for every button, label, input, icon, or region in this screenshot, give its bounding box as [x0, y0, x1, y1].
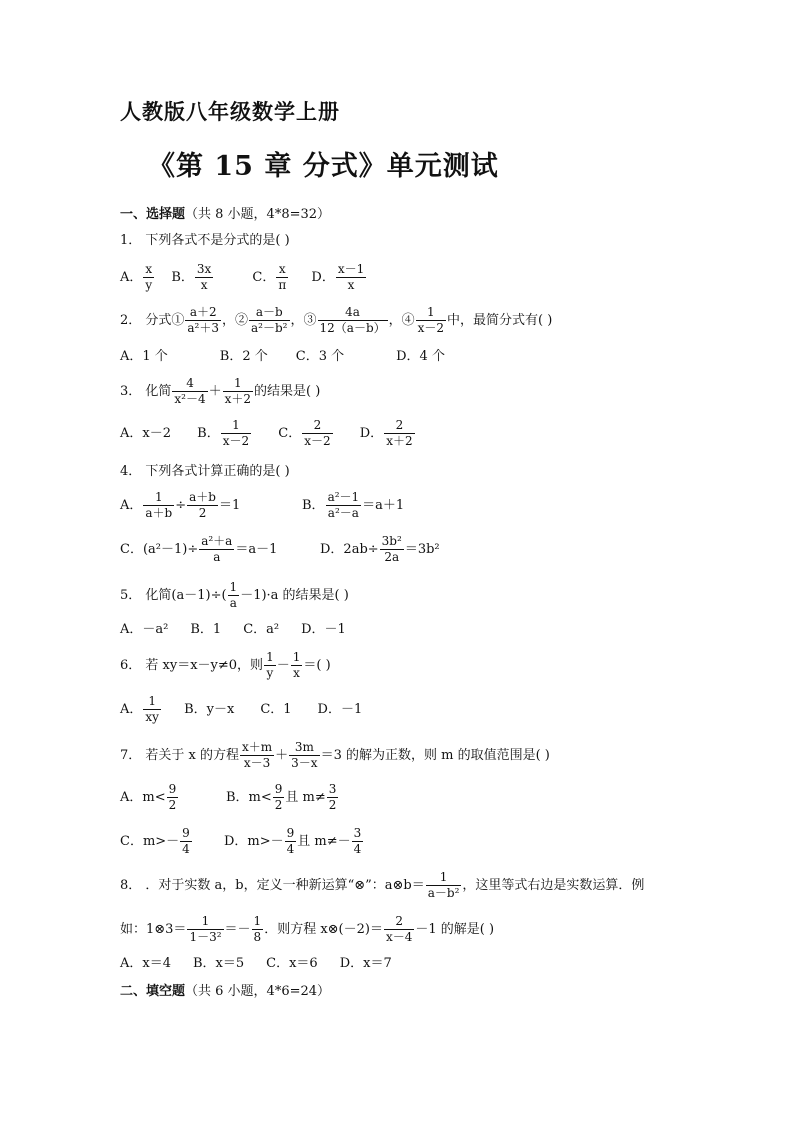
doc-subtitle: 人教版八年级数学上册 [120, 99, 340, 124]
q8-stem-line-1: 8． ．对于实数 a，b，定义一种新运算“⊗”：a⊗b＝ $\frac{1}{\text{a－b²}}$ ，这里等式右边是实数运算．例 [120, 870, 645, 900]
q5-options: A．－a² B．1 C．a² D．－1 [120, 622, 346, 637]
q8-stem-line-2: 如：1⊗3＝ $\frac{1}{\text{1－3²}}$ ＝－ $\frac{1}{8}$ ．则方程 x⊗(－2)＝ $\frac{2}{x-4}$ －1 的解是( ) [120, 914, 495, 944]
q4-option-d: D．2ab÷ $\frac{\text{3b²}}{2a}$ ＝3b² [320, 534, 440, 564]
q2-options: A．1 个 B．2 个 C．3 个 D．4 个 [120, 349, 445, 364]
q7-option-c: C．m>－ $\frac{9}{4}$ [120, 826, 190, 856]
q2-stem: 2． 分式① $\frac{a+2}{\text{a²＋3}}$ ，② $\frac{a-b}{\text{a²－b²}}$ ，③ $\frac{4a}{12(a-b)}$ ，④ $\frac{1}{x-2}$ 中，最简分式有( ) [120, 305, 553, 335]
q7-option-b: B．m< $\frac{9}{2}$ 且 m≠ $\frac{3}{2}$ [226, 782, 337, 812]
q4-stem: 4． 下列各式计算正确的是( ) [120, 464, 290, 479]
q6-options: A． $\frac{1}{xy}$ B．y－x C．1 D．－1 [120, 694, 363, 724]
q6-stem: 6． 若 xy＝x－y≠0，则 $\frac{1}{y}$ － $\frac{1}{x}$ ＝( ) [120, 650, 331, 680]
section-1-heading: 一、选择题（共 8 小题，4*8=32） [120, 207, 331, 222]
q7-option-a: A．m< $\frac{9}{2}$ [120, 782, 177, 812]
section-2-heading: 二、填空题（共 6 小题，4*6=24） [120, 984, 331, 999]
q7-option-d: D．m>－ $\frac{9}{4}$ 且 m≠－ $\frac{3}{4}$ [224, 826, 362, 856]
q5-stem: 5． 化简(a－1)÷( $\frac{1}{a}$ －1)·a 的结果是( ) [120, 580, 349, 610]
q1-stem: 1． 下列各式不是分式的是( ) [120, 233, 290, 248]
q3-stem: 3． 化简 $\frac{4}{\text{x²－4}}$ ＋ $\frac{1}{x+2}$ 的结果是( ) [120, 376, 321, 406]
doc-title: 《第 15 章 分式》单元测试 [148, 151, 499, 182]
q4-option-c: C．(a²－1)÷ $\frac{\text{a²＋a}}{a}$ ＝a－1 [120, 534, 278, 564]
q4-option-b: B． $\frac{\text{a²－1}}{\text{a²－a}}$ ＝a＋1 [302, 490, 405, 520]
q3-options: A．x－2 B． $\frac{1}{x-2}$ C． $\frac{2}{x-2}$ D． $\frac{2}{x+2}$ [120, 418, 413, 448]
q7-stem: 7． 若关于 x 的方程 $\frac{x+m}{x-3}$ ＋ $\frac{3m}{3-x}$ ＝3 的解为正数，则 m 的取值范围是( ) [120, 740, 550, 770]
q4-option-a: A． $\frac{1}{a+b}$ ÷ $\frac{a+b}{2}$ ＝1 [120, 490, 241, 520]
q1-options: A． $\frac{x}{y}$ B． $\frac{3x}{x}$ C． $\frac{x}{\pi}$ D． $\frac{x-1}{x}$ [120, 262, 365, 292]
q8-options: A．x＝4 B．x＝5 C．x＝6 D．x＝7 [120, 956, 392, 971]
